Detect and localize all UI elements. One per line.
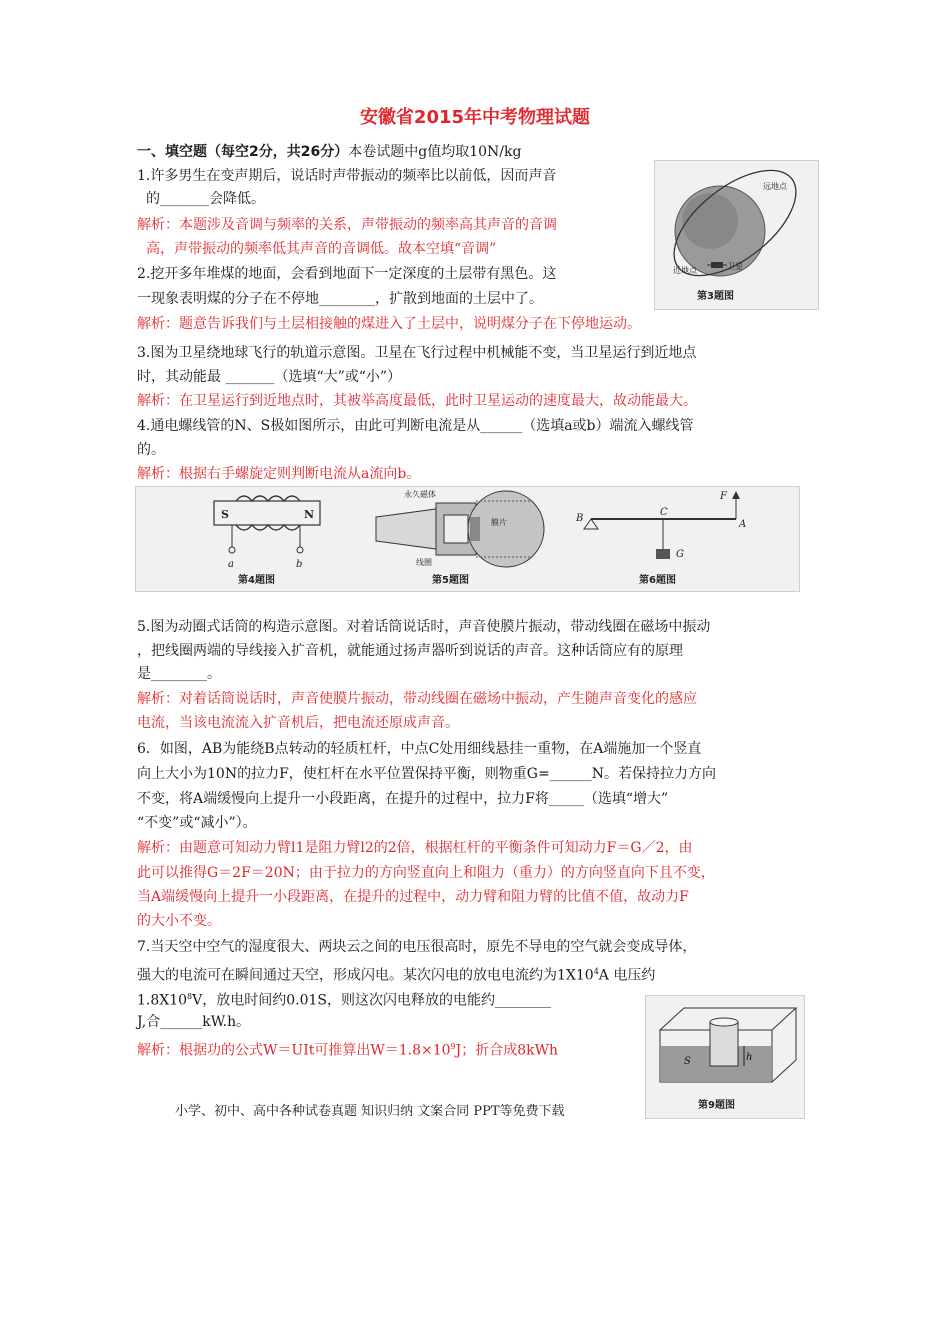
q6-answer-line3: 当A端缓慢向上提升一小段距离，在提升的过程中，动力臂和阻力臂的比值不值，故动力F [137,889,689,905]
label-b: B [576,513,584,524]
label-coil: 线圈 [416,558,432,567]
q3-line2: 时，其动能最 _______（选填“大”或“小”） [137,369,402,385]
q2-answer: 解析：题意告诉我们与土层相接触的煤进入了土层中，说明煤分子在下停地运动。 [137,316,641,332]
q5-answer-line2: 电流，当该电流流入扩音机后，把电流还原成声音。 [137,715,459,731]
lever-diagram [575,491,746,586]
figure-strip-4-5-6 [135,486,800,592]
q4-line2: 的。 [137,442,165,458]
q7-answer [137,1035,558,1063]
q6-line4: “不变”或“减小”）。 [137,815,257,831]
label-permanent-magnet: 永久磁体 [404,490,436,499]
q6-line1: 6．如图，AB为能绕B点转动的轻质杠杆，中点C处用细线悬挂一重物，在A端施加一个竖直 [137,741,702,757]
label-far-point: 远地点 [763,182,787,191]
q7-line3-text-end: V，放电时间约0.01S，则这次闪电释放的电能约________ [192,992,552,1009]
q2-line2: 一现象表明煤的分子在不停地________，扩散到地面的土层中了。 [137,291,543,307]
figure-3-caption: 第3题图 [697,291,734,302]
q5-line1: 5.图为动圈式话筒的构造示意图。对着话筒说话时，声音使膜片振动，带动线圈在磁场中振动 [137,619,711,635]
q7-answer-text: 解析：根据功的公式W＝UIt可推算出W＝1.8×10 [137,1042,451,1059]
q7-line2-text-end: A 电压约 [598,967,656,984]
label-terminal-a: a [228,559,234,570]
q1-line2: 的_______会降低。 [146,191,265,207]
label-s-pole: S [221,508,229,521]
tank-diagram [646,996,804,1118]
label-a: A [739,519,747,530]
q7-line1: 7.当天空中空气的湿度很大、两块云之间的电压很高时，原先不导电的空气就会变成导体， [137,939,697,955]
q1-answer-line1: 解析：本题涉及音调与频率的关系，声带振动的频率高其声音的音调 [137,217,557,233]
label-f: F [720,491,727,502]
q6-answer-line1: 解析：由题意可知动力臂l1是阻力臂l2的2倍，根据杠杆的平衡条件可知动力F＝G／2，由 [137,840,693,856]
figure-9-caption: 第9题图 [698,1100,735,1111]
q7-line3 [137,985,551,1013]
label-s: S [684,1056,691,1067]
section-note: 本卷试题中g值均取10N/kg [348,144,522,160]
q3-answer: 解析：在卫星运行到近地点时，其被举高度最低，此时卫星运动的速度最大，故动能最大。 [137,393,697,409]
q1-answer-line2: 高，声带振动的频率低其声音的音调低。故本空填“音调” [146,241,497,257]
q1-line1: 1.许多男生在变声期后，说话时声带振动的频率比以前低，因而声音 [137,168,557,184]
q4-line1: 4.通电螺线管的N、S极如图所示，由此可判断电流是从______（选填a或b）端流入螺线管 [137,418,694,434]
q6-line3: 不变，将A端缓慢向上提升一小段距离，在提升的过程中，拉力F将_____（选填“增大” [137,791,669,807]
satellite-orbit-diagram [655,161,818,309]
section-header [137,140,521,164]
q7-line3-exponent: 8 [187,992,193,1001]
label-h: h [746,1052,753,1063]
label-c: C [660,507,668,518]
q3-line1: 3.图为卫星绕地球飞行的轨道示意图。卫星在飞行过程中机械能不变，当卫星运行到近地点 [137,345,697,361]
label-terminal-b: b [296,559,303,570]
page-title: 安徽省2015年中考物理试题 [359,107,591,128]
figure-3 [654,160,819,310]
figure-4-caption: 第4题图 [238,575,275,586]
q4-answer: 解析：根据右手螺旋定则判断电流从a流向b。 [137,466,421,482]
q7-line3-text: 1.8X10 [137,992,188,1009]
solenoid-diagram [214,496,320,586]
q7-line2 [137,960,655,988]
figure-9 [645,995,805,1119]
section-heading: 一、填空题（每空2分，共26分） [137,144,349,160]
q5-answer-line1: 解析：对着话筒说话时，声音使膜片振动，带动线圈在磁场中振动，产生随声音变化的感应 [137,691,697,707]
label-n-pole: N [304,508,315,521]
label-membrane: 膜片 [491,518,507,527]
microphone-diagram [376,489,544,586]
q5-line2: ，把线圈两端的导线接入扩音机，就能通过扬声器听到说话的声音。这种话筒应有的原理 [137,643,683,659]
q6-answer-line4: 的大小不变。 [137,913,221,929]
q7-line4: J,合______kW.h。 [137,1014,251,1030]
q2-line1: 2.挖开多年堆煤的地面，会看到地面下一定深度的土层带有黑色。这 [137,266,557,282]
q7-answer-text-end: J；折合成8kWh [455,1042,559,1059]
footer-text: 小学、初中、高中各种试卷真题 知识归纳 文案合同 PPT等免费下载 [175,1104,565,1119]
q7-answer-exponent: 9 [450,1042,456,1051]
q5-line3: 是________。 [137,666,221,682]
label-near-point: 近地点 [673,266,697,275]
label-satellite: 卫星 [727,262,743,271]
q7-line2-exponent: 4 [593,967,599,976]
figure-6-caption: 第6题图 [639,575,676,586]
figure-5-caption: 第5题图 [432,575,469,586]
q7-line2-text: 强大的电流可在瞬间通过天空，形成闪电。某次闪电的放电电流约为1X10 [137,967,594,984]
label-g: G [676,549,684,560]
q6-answer-line2: 此可以推得G＝2F＝20N；由于拉力的方向竖直向上和阻力（重力）的方向竖直向下且不变， [137,865,715,881]
q6-line2: 向上大小为10N的拉力F，使杠杆在水平位置保持平衡，则物重G=______N。若保持拉力方向 [137,766,716,782]
